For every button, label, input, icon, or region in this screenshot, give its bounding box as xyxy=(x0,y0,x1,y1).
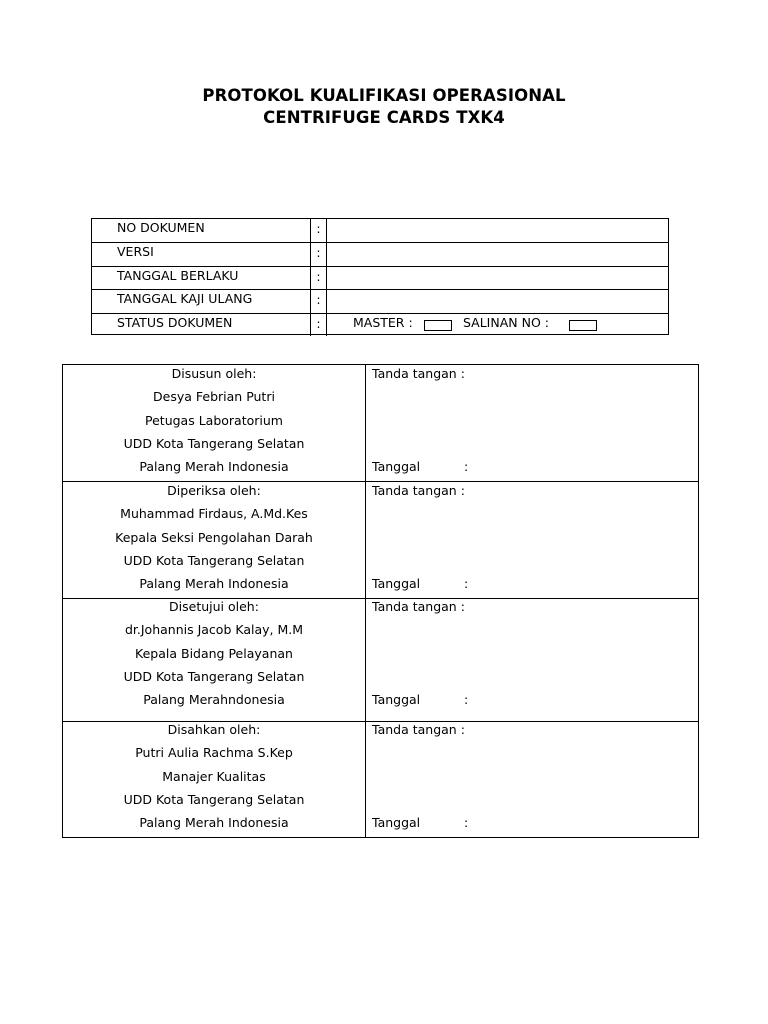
signatory-position: Petugas Laboratorium xyxy=(145,412,283,428)
info-row-status-dokumen xyxy=(92,313,668,336)
date-field xyxy=(372,576,469,591)
status-salinan-label: SALINAN NO : xyxy=(463,314,549,330)
date-label: Tanggal xyxy=(372,692,421,707)
signatory-unit: UDD Kota Tangerang Selatan xyxy=(123,791,305,807)
signatory-info xyxy=(63,722,365,838)
info-colon: : xyxy=(310,219,327,242)
info-label: TANGGAL BERLAKU xyxy=(117,267,239,283)
signatory-info xyxy=(63,599,365,715)
signatory-name: dr.Johannis Jacob Kalay, M.M xyxy=(124,622,304,638)
signatory-info xyxy=(63,366,365,482)
signature-table xyxy=(62,364,699,838)
info-row-tanggal-kaji-ulang xyxy=(92,289,668,312)
signature-block-disusun xyxy=(63,365,698,481)
signatory-unit: UDD Kota Tangerang Selatan xyxy=(123,435,305,451)
info-row-no-dokumen xyxy=(92,219,668,242)
signatory-info xyxy=(63,483,365,599)
document-title-line1: PROTOKOL KUALIFIKASI OPERASIONAL xyxy=(202,86,566,105)
signatory-name: Muhammad Firdaus, A.Md.Kes xyxy=(120,506,308,522)
info-label: VERSI xyxy=(117,244,154,260)
info-label: STATUS DOKUMEN xyxy=(117,314,233,330)
signatory-name: Putri Aulia Rachma S.Kep xyxy=(135,745,293,761)
date-label: Tanggal xyxy=(372,815,421,830)
signatory-organization: Palang Merahndonesia xyxy=(143,692,285,708)
date-label: Tanggal xyxy=(372,459,421,474)
info-row-tanggal-berlaku xyxy=(92,266,668,289)
signatory-organization: Palang Merah Indonesia xyxy=(139,576,289,592)
date-colon: : xyxy=(464,576,469,591)
date-colon: : xyxy=(464,815,469,830)
info-colon: : xyxy=(310,243,327,265)
master-checkbox[interactable] xyxy=(424,320,452,331)
signatory-position: Kepala Seksi Pengolahan Darah xyxy=(115,529,313,545)
info-colon: : xyxy=(310,314,327,336)
signatory-role: Disetujui oleh: xyxy=(169,599,259,614)
signature-label: Tanda tangan : xyxy=(372,366,465,381)
signatory-name: Desya Febrian Putri xyxy=(153,389,275,405)
date-label: Tanggal xyxy=(372,576,421,591)
signature-label: Tanda tangan : xyxy=(372,599,465,614)
document-title-line2: CENTRIFUGE CARDS TXK4 xyxy=(263,108,505,127)
info-label: TANGGAL KAJI ULANG xyxy=(117,291,253,307)
date-field xyxy=(372,815,469,830)
info-colon: : xyxy=(310,290,327,312)
date-colon: : xyxy=(464,692,469,707)
signature-block-disetujui xyxy=(63,598,698,721)
signatory-organization: Palang Merah Indonesia xyxy=(139,459,289,475)
info-row-versi xyxy=(92,242,668,265)
signatory-unit: UDD Kota Tangerang Selatan xyxy=(123,552,305,568)
signature-block-disahkan xyxy=(63,721,698,837)
signatory-role: Diperiksa oleh: xyxy=(167,483,261,498)
signatory-organization: Palang Merah Indonesia xyxy=(139,815,289,831)
signatory-position: Manajer Kualitas xyxy=(162,768,266,784)
info-label: NO DOKUMEN xyxy=(117,220,205,235)
document-info-table xyxy=(91,218,669,335)
salinan-checkbox[interactable] xyxy=(569,320,597,331)
signatory-position: Kepala Bidang Pelayanan xyxy=(135,645,293,661)
date-colon: : xyxy=(464,459,469,474)
signature-label: Tanda tangan : xyxy=(372,483,465,498)
info-colon: : xyxy=(310,267,327,289)
signatory-unit: UDD Kota Tangerang Selatan xyxy=(123,668,305,684)
signature-block-diperiksa xyxy=(63,481,698,598)
status-master-label: MASTER : xyxy=(353,314,413,330)
date-field xyxy=(372,459,469,474)
signature-label: Tanda tangan : xyxy=(372,722,465,737)
signatory-role: Disahkan oleh: xyxy=(167,722,261,737)
date-field xyxy=(372,692,469,707)
signatory-role: Disusun oleh: xyxy=(171,366,257,381)
